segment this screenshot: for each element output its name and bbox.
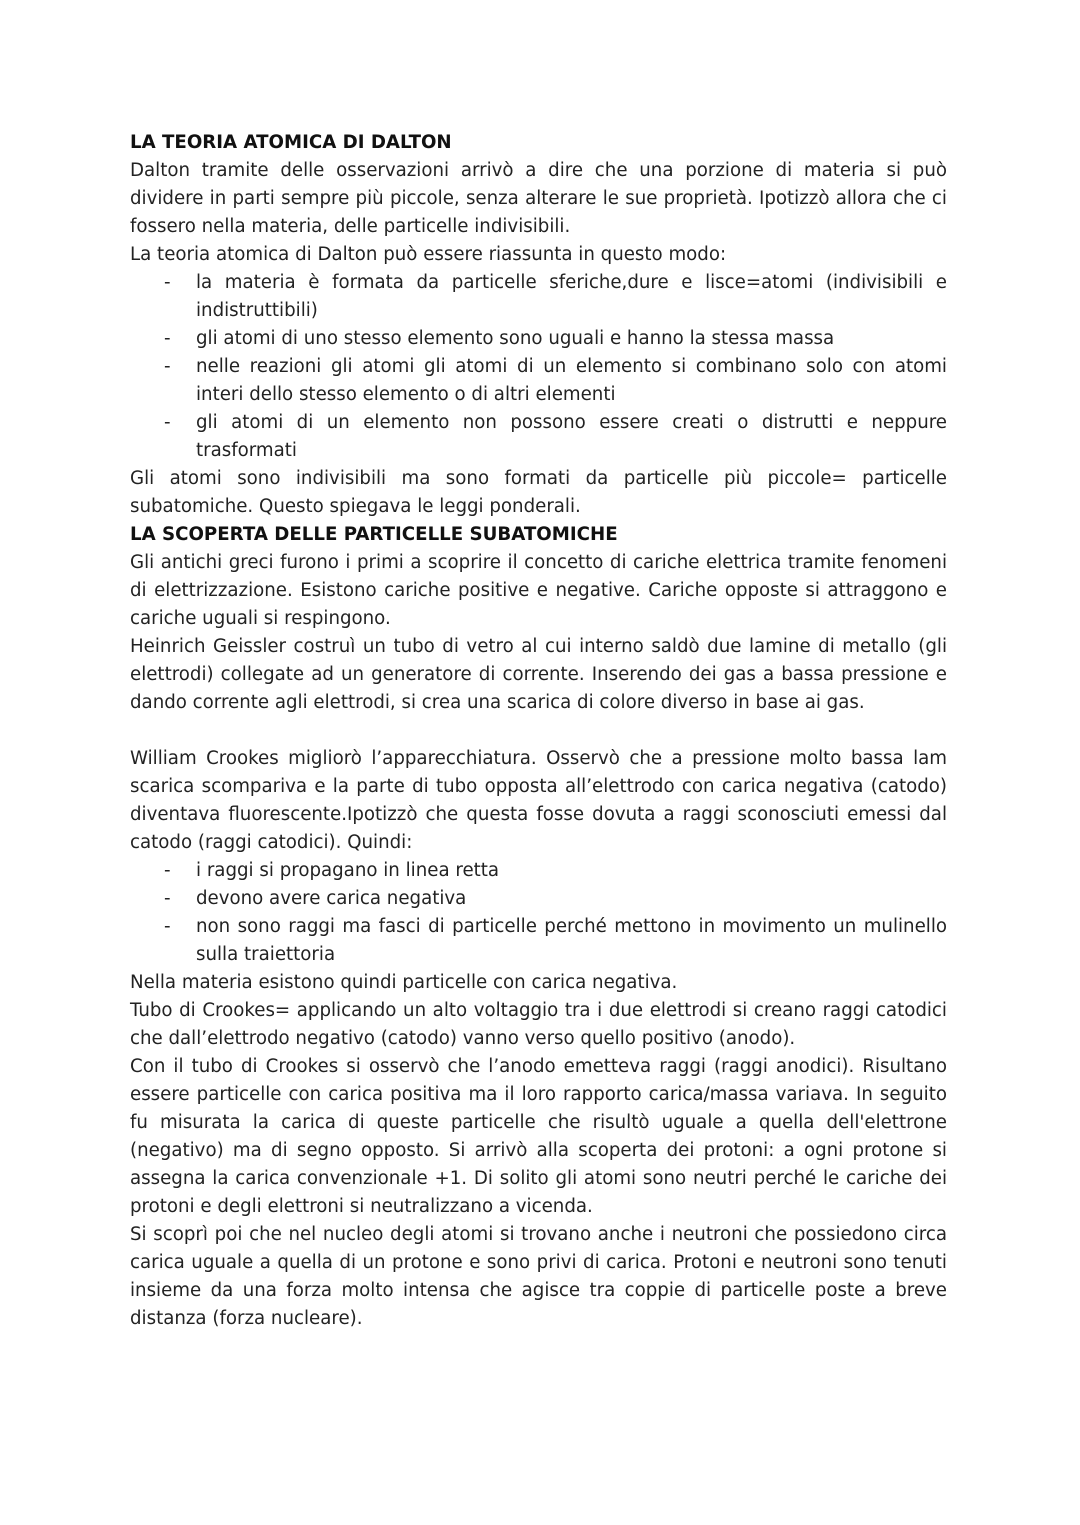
list-item: - devono avere carica negativa (164, 888, 467, 909)
paragraph: Si scoprì poi che nel nucleo degli atomi si trovano anche i neutroni che possiedono circa carica uguale a quella di un protone e sono privi di carica. Protoni e neutroni sono tenuti insieme da una forza molto intensa che agisce tra coppie di particelle poste a breve distanza (forza nucleare). (130, 1224, 947, 1329)
list-item: - gli atomi di un elemento non possono essere creati o distrutti e neppure trasformati (164, 412, 947, 461)
paragraph: La teoria atomica di Dalton può essere riassunta in questo modo: (130, 244, 727, 265)
list-item: - i raggi si propagano in linea retta (164, 860, 500, 881)
paragraph: Tubo di Crookes= applicando un alto voltaggio tra i due elettrodi si creano raggi catodici che dall’elettrodo negativo (catodo) vanno verso quello positivo (anodo). (130, 1000, 947, 1049)
paragraph: Heinrich Geissler costruì un tubo di vetro al cui interno saldò due lamine di metallo (gli elettrodi) collegate ad un generatore di corrente. Inserendo dei gas a bassa pressione e dando corrente agli elettrodi, si crea una scarica di colore diverso in base ai gas. (130, 636, 947, 713)
paragraph: Dalton tramite delle osservazioni arrivò a dire che una porzione di materia si può dividere in parti sempre più piccole, senza alterare le sue proprietà. Ipotizzò allora che ci fossero nella materia, delle particelle indivisibili. (130, 160, 947, 237)
list-item: - gli atomi di uno stesso elemento sono uguali e hanno la stessa massa (164, 328, 835, 349)
bullet-list (130, 857, 947, 969)
paragraph: Gli antichi greci furono i primi a scoprire il concetto di cariche elettrica tramite fenomeni di elettrizzazione. Esistono cariche positive e negative. Cariche opposte si attraggono e cariche uguali si respingono. (130, 552, 947, 629)
bullet-list (130, 269, 947, 465)
document-page (130, 129, 947, 1333)
blank-line (130, 717, 947, 745)
list-item: - nelle reazioni gli atomi gli atomi di un elemento si combinano solo con atomi interi dello stesso elemento o di altri elementi (164, 356, 947, 405)
paragraph: Con il tubo di Crookes si osservò che l’anodo emetteva raggi (raggi anodici). Risultano essere particelle con carica positiva ma il loro rapporto carica/massa variava. In seguito fu misurata la carica di queste particelle che risultò uguale a quella dell'elettrone (negativo) ma di segno opposto. Si arrivò alla scoperta dei protoni: a ogni protone si assegna la carica convenzionale +1. Di solito gli atomi sono neutri perché le cariche dei protoni e degli elettroni si neutralizzano a vicenda. (130, 1056, 947, 1217)
heading-subatomic: LA SCOPERTA DELLE PARTICELLE SUBATOMICHE (130, 524, 618, 545)
list-item: - non sono raggi ma fasci di particelle perché mettono in movimento un mulinello sulla traiettoria (164, 916, 947, 965)
paragraph: Gli atomi sono indivisibili ma sono formati da particelle più piccole= particelle subatomiche. Questo spiegava le leggi ponderali. (130, 468, 947, 517)
paragraph: William Crookes migliorò l’apparecchiatura. Osservò che a pressione molto bassa lam scarica scompariva e la parte di tubo opposta all’elettrodo con carica negativa (catodo) diventava fluorescente.Ipotizzò che questa fosse dovuta a raggi sconosciuti emessi dal catodo (raggi catodici). Quindi: (130, 748, 947, 853)
heading-dalton: LA TEORIA ATOMICA DI DALTON (130, 132, 452, 153)
paragraph: Nella materia esistono quindi particelle con carica negativa. (130, 972, 678, 993)
list-item: - la materia è formata da particelle sferiche,dure e lisce=atomi (indivisibili e indistruttibili) (164, 272, 947, 321)
